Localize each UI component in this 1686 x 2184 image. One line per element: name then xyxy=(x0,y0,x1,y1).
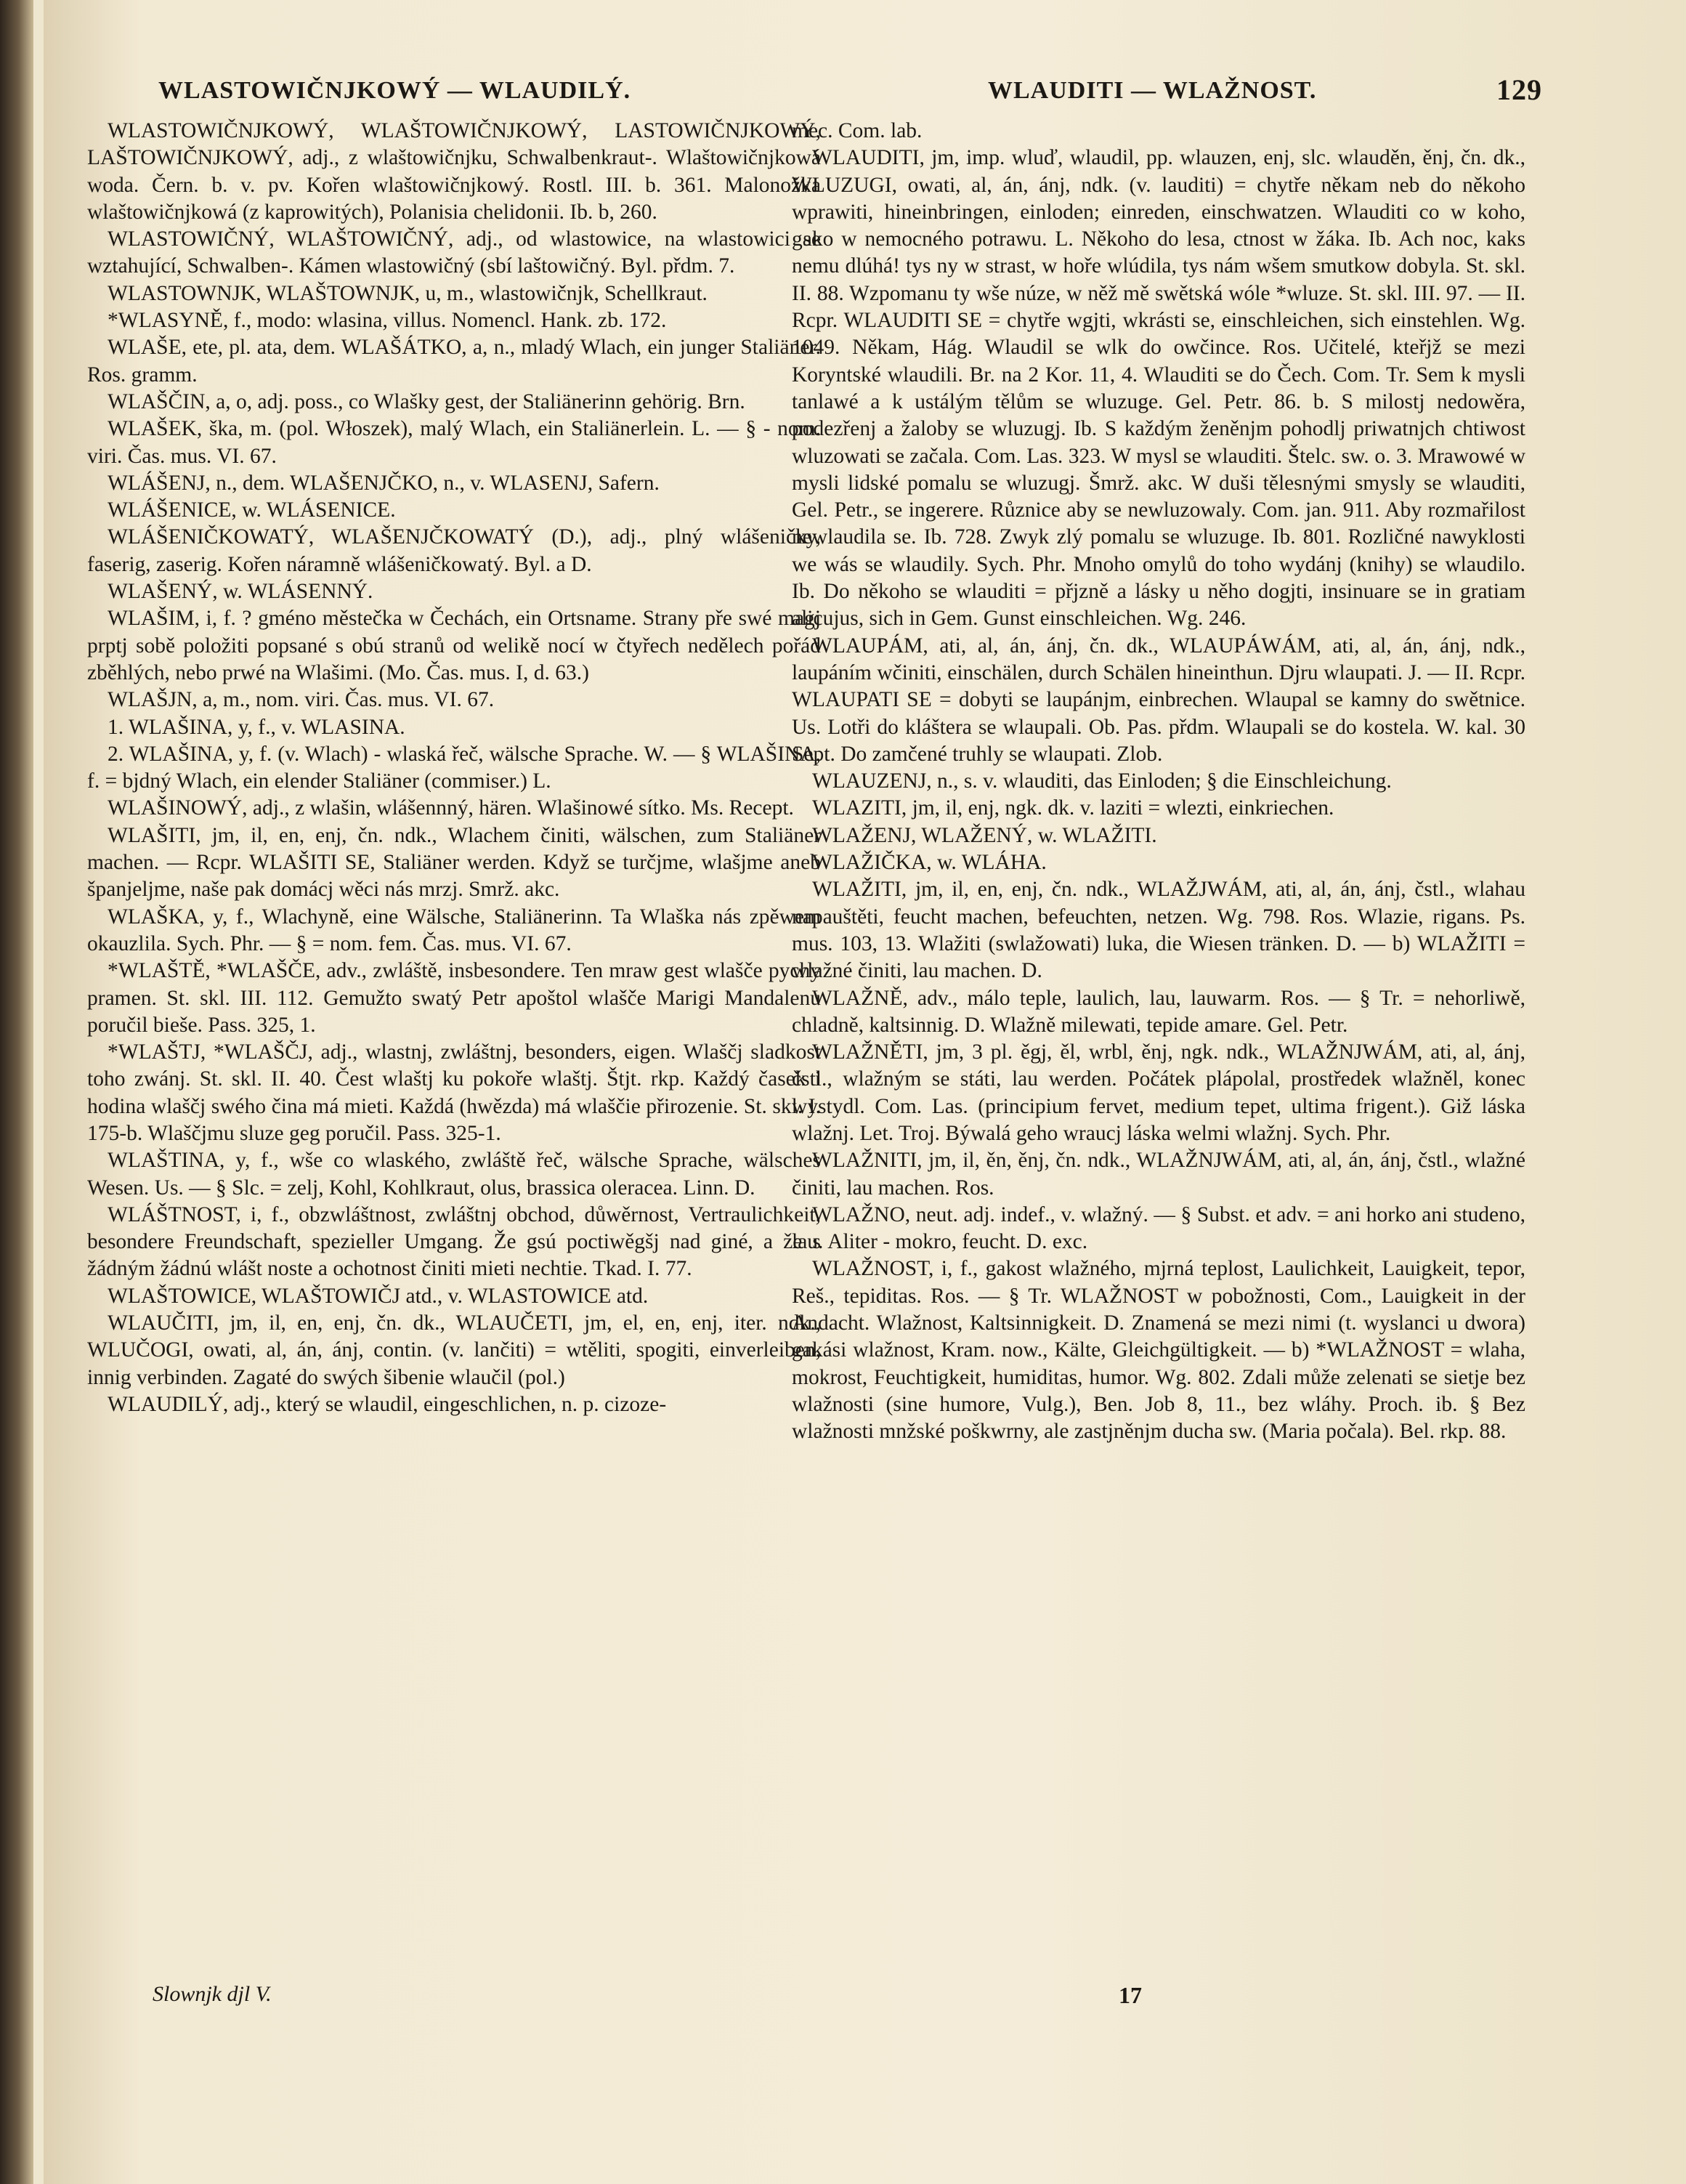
entry: WLAUČITI, jm, il, en, enj, čn. dk., WLAUČETI, jm, el, en, enj, iter. ndk., WLUČOGI, owati, al, án, ánj, contin. (v. lančiti) = wtěliti, spogiti, einverleiben, innig verbinden. Zagaté do swých šibenie wlaučil (pol.) xyxy=(87,1311,821,1389)
entry: WLAŠTOWICE, WLAŠTOWIČJ atd., v. WLASTOWICE atd. xyxy=(108,1284,649,1308)
right-guide-word: WLAUDITI — WLAŽNOST. xyxy=(988,77,1317,104)
entry: WLÁŠENICE, w. WLÁSENICE. xyxy=(108,498,396,522)
entry: WLAŠITI, jm, il, en, enj, čn. ndk., Wlachem činiti, wälschen, zum Staliäner machen. — Rcpr. WLAŠITI SE, Staliäner werden. Když se turčjme, wlašjme aneb španjeljme, naše pak domácj wěci nás mrzj. Smrž. akc. xyxy=(87,823,821,902)
entry: WLAŠIM, i, f. ? gméno městečka w Čechách, ein Ortsname. Strany pře swé magj prptj sobě položiti popsané s obú stranů od welikě nocí w čtyřech nedělech pořád zběhlých, nebo prwé na Wlašimi. (Mo. Čas. mus. I, d. 63.) xyxy=(87,607,821,684)
entry: WLAŠENÝ, w. WLÁSENNÝ. xyxy=(108,580,373,604)
entry: WLAUDILÝ, adj., který se wlaudil, eingeschlichen, n. p. cizoze- xyxy=(108,1392,667,1416)
book-spine xyxy=(0,0,33,2184)
entry: WLAŠTINA, y, f., wše co wlaského, zwláště řeč, wälsche Sprache, wälsches Wesen. Us. — § Slc. = zelj, Kohl, Kohlkraut, olus, brassica oleracea. Linn. D. xyxy=(87,1149,821,1200)
entry: *WLAŠTJ, *WLAŠČJ, adj., wlastnj, zwláštnj, besonders, eigen. Wlaščj sladkost toho zwánj. St. skl. II. 40. Čest wlaštj ku pokoře wlaštj. Štjt. rkp. Každý časek i hodina wlaščj swého čina má mieti. Každá (hwězda) má wlaščie přirozenie. St. skl. I. 175-b. Wlaščjmu sluze geg poručil. Pass. 325-1. xyxy=(87,1040,821,1145)
entry: WLÁŠENIČKOWATÝ, WLAŠENJČKOWATÝ (D.), adj., plný wlášeničky, faserig, zaserig. Kořen náramně wlášeničkowatý. Byl. a D. xyxy=(87,525,821,576)
entry: WLASTOWIČNÝ, WLAŠTOWIČNÝ, adj., od wlastowice, na wlastowici se wztahující, Schwalben-. Kámen wlastowičný (sbí laštowičný. Byl. přdm. 7. xyxy=(87,227,821,278)
entry: WLAŽNO, neut. adj. indef., v. wlažný. — § Subst. et adv. = ani horko ani studeno, lau. Aliter - mokro, feucht. D. exc. xyxy=(792,1202,1525,1254)
entry: WLAŠKA, y, f., Wlachyně, eine Wälsche, Staliänerinn. Ta Wlaška nás zpěwem okauzlila. Sych. Phr. — § = nom. fem. Čas. mus. VI. 67. xyxy=(87,905,821,955)
entry: WLAŠE, ete, pl. ata, dem. WLAŠÁTKO, a, n., mladý Wlach, ein junger Staliäner. Ros. gramm. xyxy=(87,336,821,387)
entry: WLASTOWIČNJKOWÝ, WLAŠTOWIČNJKOWÝ, LASTOWIČNJKOWÝ, LAŠTOWIČNJKOWÝ, adj., z wlaštowičnjku, Schwalbenkraut-. Wlaštowičnjkowá woda. Čern. b. v. pv. Kořen wlaštowičnjkowý. Rostl. III. b. 361. Malonožka wlaštowičnjkowá (z kaprowitých), Polanisia chelidonii. Ib. b, 260. xyxy=(87,119,821,224)
entry: WLAŠEK, ška, m. (pol. Włoszek), malý Wlach, ein Staliänerlein. L. — § - nom. viri. Čas. mus. VI. 67. xyxy=(87,417,821,468)
entry: WLAŽENJ, WLAŽENÝ, w. WLAŽITI. xyxy=(812,823,1157,847)
page-number: 129 xyxy=(1496,73,1542,106)
entry: *WLAŠTĚ, *WLAŠČE, adv., zwláště, insbesondere. Ten mraw gest wlašče pychy pramen. St. skl. III. 112. Gemužto swatý Petr apoštol wlašče Marigi Mandalenu poručil bieše. Pass. 325, 1. xyxy=(87,959,821,1037)
entry: WLAŠJN, a, m., nom. viri. Čas. mus. VI. 67. xyxy=(108,688,495,712)
entry: WLAUPÁM, ati, al, án, ánj, čn. dk., WLAUPÁWÁM, ati, al, án, ánj, ndk., laupáním wčiniti, einschälen, durch Schälen hineinthun. Djru wlaupati. J. — II. Rcpr. WLAUPATI SE = dobyti se laupánjm, einbrechen. Wlaupal se kamny do swětnice. Us. Lotři do kláštera se wlaupali. Ob. Pas. přdm. Wlaupali se do kostela. W. kal. 30 Sept. Do zamčené truhly se wlaupati. Zlob. xyxy=(792,634,1525,766)
left-guide-word: WLASTOWIČNJKOWÝ — WLAUDILÝ. xyxy=(158,77,631,104)
entry: *WLASYNĚ, f., modo: wlasina, villus. Nomencl. Hank. zb. 172. xyxy=(108,309,667,333)
entry: WLAŽIČKA, w. WLÁHA. xyxy=(812,851,1047,875)
left-column xyxy=(87,118,821,1418)
entry: WLAUZENJ, n., s. v. wlauditi, das Einloden; § die Einschleichung. xyxy=(812,769,1392,793)
entry: WLASTOWNJK, WLAŠTOWNJK, u, m., wlastowičnjk, Schellkraut. xyxy=(108,281,708,305)
entry: WLAZITI, jm, il, enj, ngk. dk. v. laziti = wlezti, einkriechen. xyxy=(812,796,1334,820)
entry: 2. WLAŠINA, y, f. (v. Wlach) - wlaská řeč, wälsche Sprache. W. — § WLAŠINA, f. = bjdný Wlach, ein elender Staliäner (commiser.) L. xyxy=(87,742,821,793)
entry: WLAŽNITI, jm, il, ěn, ěnj, čn. ndk., WLAŽNJWÁM, ati, al, án, ánj, čstl., wlažné činiti, lau machen. Ros. xyxy=(792,1149,1525,1200)
right-column xyxy=(792,118,1525,1446)
entry: WLÁŠENJ, n., dem. WLAŠENJČKO, n., v. WLASENJ, Safern. xyxy=(108,471,660,495)
entry: WLAŽNĚTI, jm, 3 pl. ěgj, ěl, wrbl, ěnj, ngk. ndk., WLAŽNJWÁM, ati, al, ánj, čstl., wlažným se státi, lau werden. Počátek plápolal, prostředek wlažněl, konec wystydl. Com. Las. (principium fervet, medium tepet, ultima frigent.). Giž láska wlažnj. Let. Troj. Býwalá geho wraucj láska welmi wlažnj. Sych. Phr. xyxy=(792,1040,1525,1145)
dictionary-page xyxy=(44,0,1686,2184)
entry: WLAŠINOWÝ, adj., z wlašin, wlášennný, hären. Wlašinowé sítko. Ms. Recept. xyxy=(108,796,794,820)
page-header xyxy=(44,70,1686,121)
entry: WLAUDITI, jm, imp. wluď, wlaudil, pp. wlauzen, enj, slc. wlauděn, ěnj, čn. dk., WLUZUGI, owati, al, án, ánj, ndk. (v. lauditi) = chytře někam neb do někoho wprawiti, hineinbringen, einloden; einreden, einschwatzen. Wlauditi co w koho, gako w nemocného potrawu. L. Někoho do lesa, ctnost w žáka. Ib. Ach noc, kaks nemu dlúhá! tys ny w strast, w hoře wlúdila, tys nám wšem smutkow dobyla. St. skl. II. 88. Wzpomanu ty wše núze, w něž mě swětská wóle *wluze. St. skl. III. 97. — II. Rcpr. WLAUDITI SE = chytře wgjti, wkrásti se, einschleichen, sich einstehlen. Wg. 1049. Někam, Hág. Wlaudil se wlk do owčince. Ros. Učitelé, kteřjž se mezi Koryntské wlaudili. Br. na 2 Kor. 11, 4. Wlauditi se do Čech. Com. Tr. Sem k mysli tanlawé a k ustálým tělům se wluzuge. Gel. Petr. 86. b. S milostj nedowěra, podezřenj a žaloby se wluzugj. Ib. S každým ženěnjm pohodlj priwatnjch chtiwost wluzowati se začala. Com. Las. 323. W mysl se wlauditi. Štelc. sw. o. 3. Mrawowé w mysli lidské pomalu se wluzugj. Šmrž. akc. W duši tělesnými smysly se wlauditi, Gel. Petr., se ingerere. Různice aby se newluzowaly. Com. jan. 911. Aby rozmařilost newlaudila se. Ib. 728. Zwyk zlý pomalu se wluzuge. Ib. 801. Rozličné nawyklosti we wás se wlaudily. Sych. Phr. Mnoho omylů do toho wydánj (knihy) se wlaudilo. Ib. Do někoho se wlauditi = přjzně a lásky u něho dogjti, insinuare se in gratiam alicujus, sich in Gem. Gunst einschleichen. Wg. 246. xyxy=(792,146,1525,631)
entry: WLAŠČIN, a, o, adj. poss., co Wlašky gest, der Staliänerinn gehörig. Brn. xyxy=(108,389,745,413)
entry: WLÁŠTNOST, i, f., obzwláštnost, zwláštnj obchod, důwěrnost, Vertraulichkeit, besondere Freundschaft, spezieller Umgang. Že gsú poctiwěgšj nad giné, a že s žádným žádnú wlášt noste a ochotnost činiti mieti nechtie. Tkad. I. 77. xyxy=(87,1202,821,1281)
entry-continuation: mec. Com. lab. xyxy=(792,119,923,142)
sheet-number: 17 xyxy=(1119,1982,1142,2008)
signature-mark: Slownjk djl V. xyxy=(153,1982,272,2006)
entry: WLAŽITI, jm, il, en, enj, čn. ndk., WLAŽJWÁM, ati, al, án, ánj, čstl., wlahau napauštěti, feucht machen, befeuchten, netzen. Wg. 798. Ros. Wlazie, rigans. Ps. mus. 103, 13. Wlažiti (swlažowati) luka, die Wiesen tränken. D. — b) WLAŽITI = wlažné činiti, lau machen. D. xyxy=(792,878,1525,983)
entry: 1. WLAŠINA, y, f., v. WLASINA. xyxy=(108,715,405,739)
entry: WLAŽNĚ, adv., málo teple, laulich, lau, lauwarm. Ros. — § Tr. = nehorliwě, chladně, kaltsinnig. D. Wlažně milewati, tepide amare. Gel. Petr. xyxy=(792,986,1525,1037)
page-footer xyxy=(44,1982,1686,2026)
entry: WLAŽNOST, i, f., gakost wlažného, mjrná teplost, Laulichkeit, Lauigkeit, tepor, Reš., tepiditas. Ros. — § Tr. WLAŽNOST w pobožnosti, Com., Lauigkeit in der Andacht. Wlažnost, Kaltsinnigkeit. D. Znamená se mezi nimi (t. wyslanci u dwora) gakási wlažnost, Kram. now., Kälte, Gleichgültigkeit. — b) *WLAŽNOST = wlaha, mokrost, Feuchtigkeit, humiditas, humor. Wg. 802. Zdali může zelenati se sietje bez wlažnosti (sine humore, Vulg.), Ben. Job 8, 11., bez wláhy. Proch. ib. § Bez wlažnosti mnžské poškwrny, ale zastjněnjm ducha sw. (Maria počala). Bel. rkp. 88. xyxy=(792,1257,1525,1444)
